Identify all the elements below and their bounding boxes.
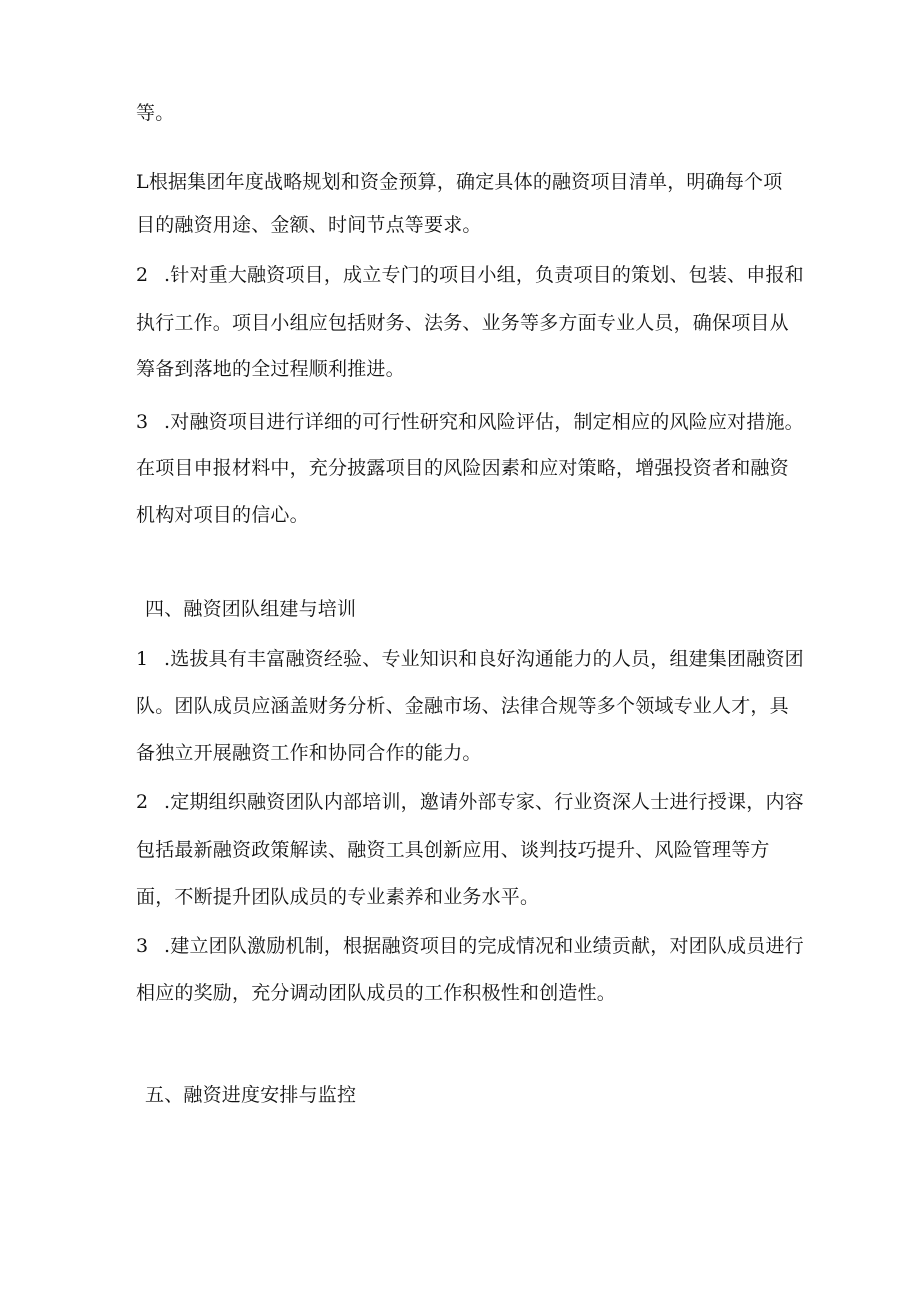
list-number: 3	[136, 411, 149, 433]
list-number: 1	[136, 648, 149, 670]
list-number: 2	[136, 264, 149, 286]
section-heading: 五、融资进度安排与监控	[145, 1084, 357, 1106]
list-number: 3	[136, 935, 149, 957]
list-item-line	[136, 934, 804, 958]
list-item-line	[136, 263, 804, 287]
text-line: 相应的奖励，充分调动团队成员的工作积极性和创造性。	[136, 982, 617, 1004]
text-line: L根据集团年度战略规划和资金预算，确定具体的融资项目清单，明确每个项	[136, 171, 783, 193]
list-item-text: .建立团队激励机制，根据融资项目的完成情况和业绩贡献，对团队成员进行	[164, 935, 804, 957]
list-item-text: .对融资项目进行详细的可行性研究和风险评估，制定相应的风险应对措施。	[164, 411, 804, 433]
text-line: 面，不断提升团队成员的专业素养和业务水平。	[136, 886, 540, 908]
list-item-text: .定期组织融资团队内部培训，邀请外部专家、行业资深人士进行授课，内容	[164, 791, 804, 813]
text-line: 目的融资用途、金额、时间节点等要求。	[136, 214, 482, 236]
section-heading: 四、融资团队组建与培训	[145, 598, 357, 620]
list-item-line	[136, 790, 804, 814]
list-item-line	[136, 647, 804, 671]
text-line: 执行工作。项目小组应包括财务、法务、业务等多方面专业人员，确保项目从	[136, 312, 789, 334]
text-line: 在项目申报材料中，充分披露项目的风险因素和应对策略，增强投资者和融资	[136, 457, 789, 479]
text-line: 备独立开展融资工作和协同合作的能力。	[136, 742, 482, 764]
text-line: 包括最新融资政策解读、融资工具创新应用、谈判技巧提升、风险管理等方	[136, 839, 770, 861]
list-item-text: .选拔具有丰富融资经验、专业知识和良好沟通能力的人员，组建集团融资团	[164, 648, 804, 670]
text-line: 筹备到落地的全过程顺利推进。	[136, 358, 405, 380]
text-line: 队。团队成员应涵盖财务分析、金融市场、法律合规等多个领域专业人才，具	[136, 695, 789, 717]
text-line: 等。	[136, 102, 175, 124]
list-item-line	[136, 410, 804, 434]
list-item-text: .针对重大融资项目，成立专门的项目小组，负责项目的策划、包装、申报和	[164, 264, 804, 286]
list-number: 2	[136, 791, 149, 813]
text-line: 机构对项目的信心。	[136, 504, 309, 526]
